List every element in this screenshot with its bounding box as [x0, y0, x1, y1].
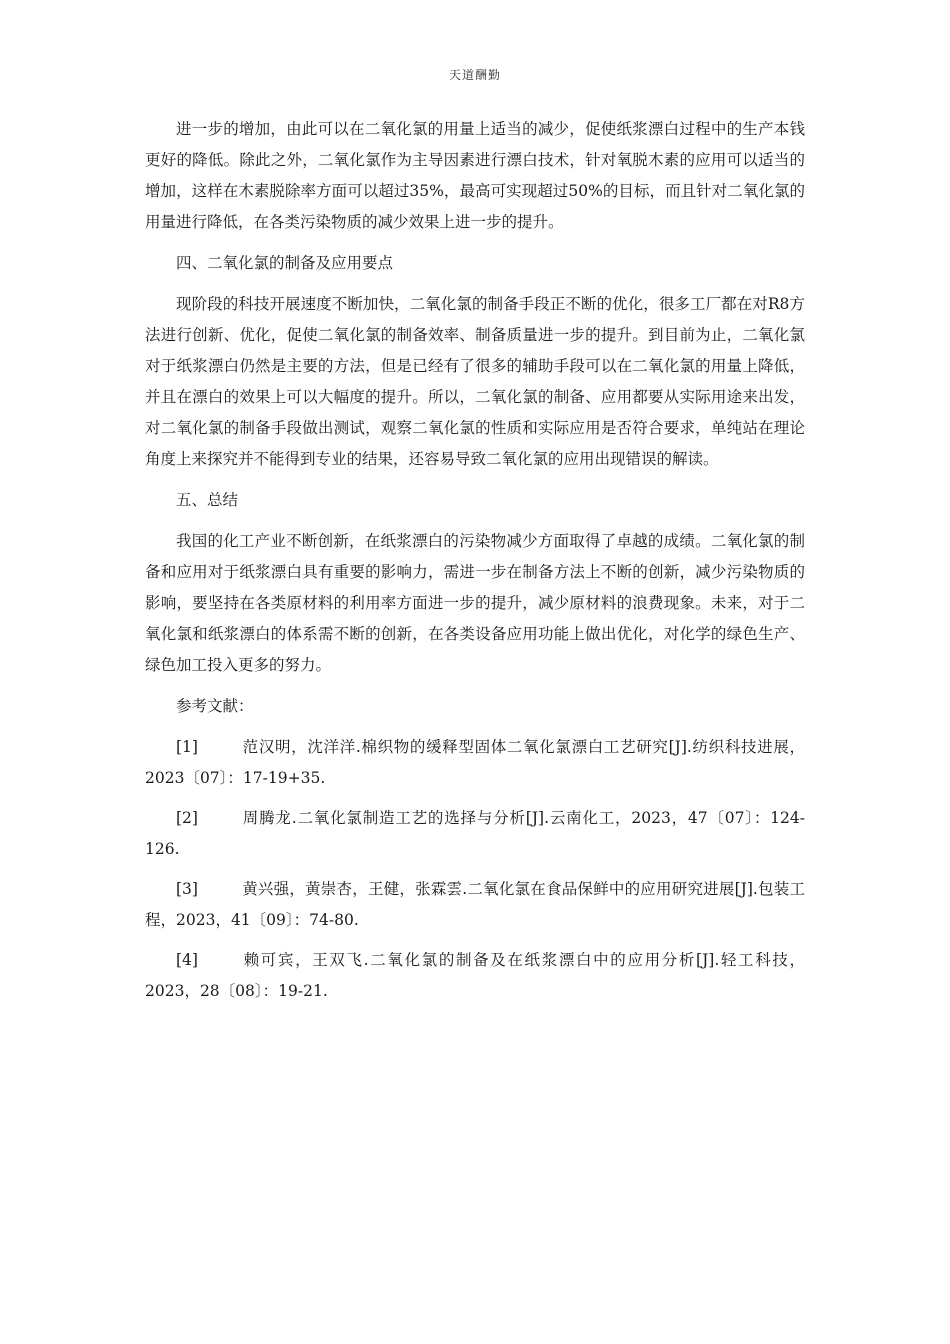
references-heading: 参考文献：	[176, 697, 254, 715]
section-heading-5: 五、总结	[176, 491, 239, 509]
page-header: 天道酬勤	[448, 68, 501, 82]
reference-item	[145, 732, 805, 794]
paragraph-section-4: 现阶段的科技开展速度不断加快，二氧化氯的制备手段正不断的优化，很多工厂都在对R8方法进行创新、优化，促使二氧化氯的制备效率、制备质量进一步的提升。到目前为止，二氧化氯对于纸浆漂白仍然是主要的方法，但是已经有了很多的辅助手段可以在二氧化氯的用量上降低，并且在漂白的效果上可以大幅度的提升。所以，二氧化氯的制备、应用都要从实际用途来出发，对二氧化氯的制备手段做出测试，观察二氧化氯的性质和实际应用是否符合要求，单纯站在理论角度上来探究并不能得到专业的结果，还容易导致二氧化氯的应用出现错误的解读。	[145, 295, 805, 468]
reference-text: 黄兴强，黄崇杏，王健，张霖雲.二氧化氯在食品保鲜中的应用研究进展[J].包装工程，2023，41〔09〕：74-80.	[145, 880, 805, 929]
reference-text: 范汉明，沈洋洋.棉织物的缓释型固体二氧化氯漂白工艺研究[J].纺织科技进展，2023〔07〕：17-19+35.	[145, 738, 805, 787]
reference-number: [4]	[176, 951, 198, 969]
reference-text: 赖可宾，王双飞.二氧化氯的制备及在纸浆漂白中的应用分析[J].轻工科技，2023，28〔08〕：19-21.	[145, 951, 805, 1000]
reference-number: [1]	[176, 738, 198, 756]
reference-item	[145, 945, 805, 1007]
reference-item	[145, 874, 805, 936]
reference-item	[145, 803, 805, 865]
section-heading-4: 四、二氧化氯的制备及应用要点	[176, 254, 394, 272]
document-body	[145, 114, 805, 1016]
reference-list	[145, 732, 805, 1007]
paragraph-conclusion: 我国的化工产业不断创新，在纸浆漂白的污染物减少方面取得了卓越的成绩。二氧化氯的制备和应用对于纸浆漂白具有重要的影响力，需进一步在制备方法上不断的创新，减少污染物质的影响，要坚持在各类原材料的利用率方面进一步的提升，减少原材料的浪费现象。未来，对于二氧化氯和纸浆漂白的体系需不断的创新，在各类设备应用功能上做出优化，对化学的绿色生产、绿色加工投入更多的努力。	[145, 532, 805, 674]
reference-text: 周腾龙.二氧化氯制造工艺的选择与分析[J].云南化工，2023，47〔07〕：124-126.	[145, 809, 805, 858]
reference-number: [2]	[176, 809, 198, 827]
reference-number: [3]	[176, 880, 198, 898]
paragraph-continuation: 进一步的增加，由此可以在二氧化氯的用量上适当的减少，促使纸浆漂白过程中的生产本钱更好的降低。除此之外，二氧化氯作为主导因素进行漂白技术，针对氧脱木素的应用可以适当的增加，这样在木素脱除率方面可以超过35%，最高可实现超过50%的目标，而且针对二氧化氯的用量进行降低，在各类污染物质的减少效果上进一步的提升。	[145, 120, 805, 231]
